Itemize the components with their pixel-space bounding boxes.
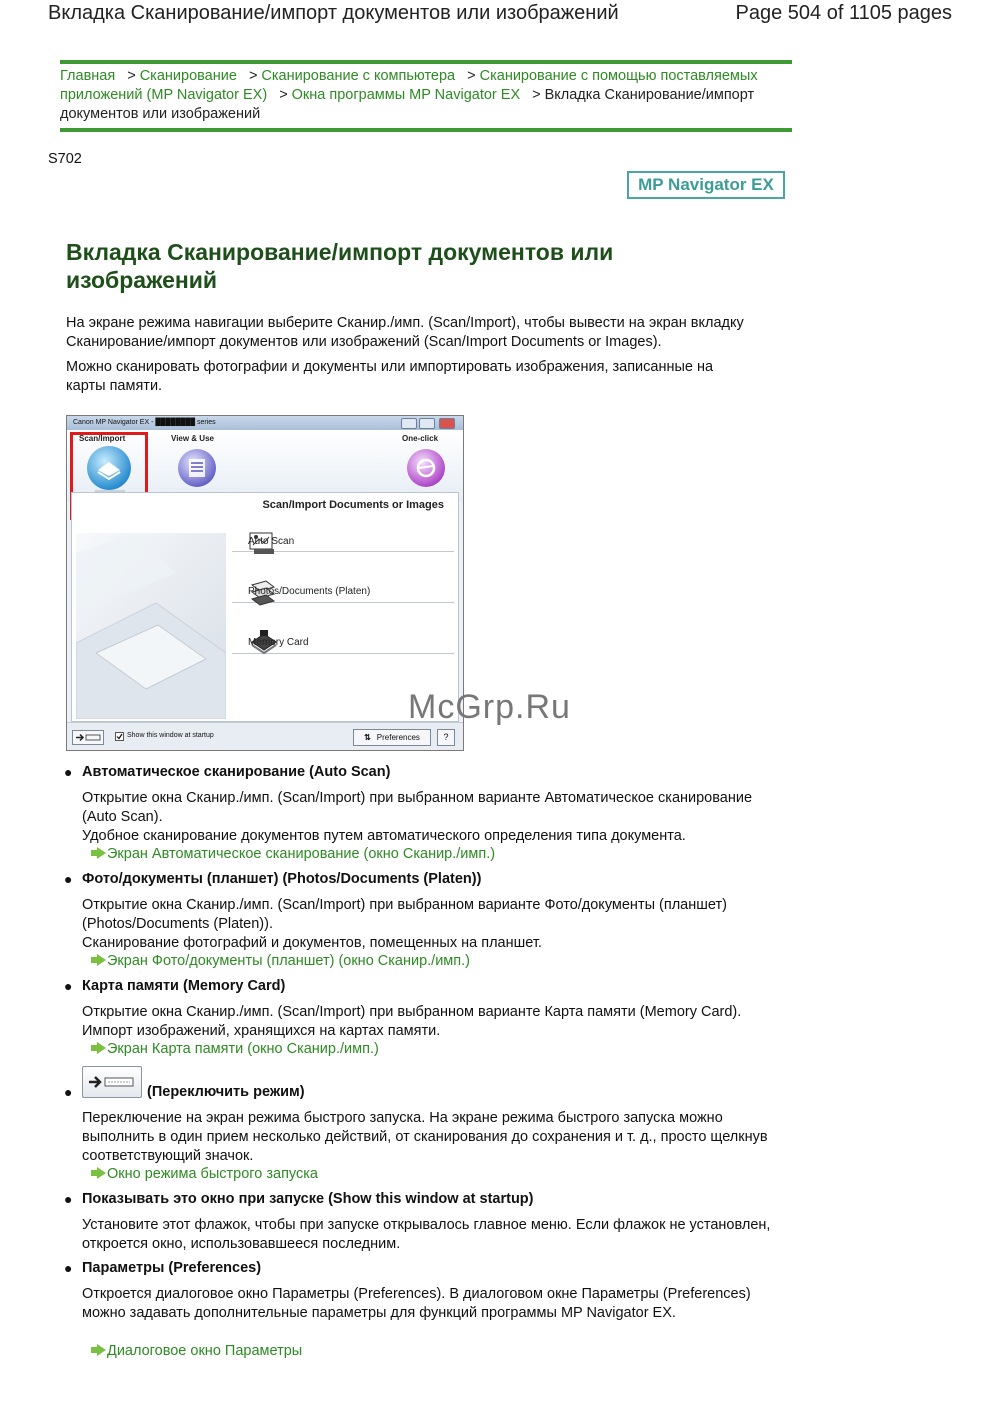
- link-photos-documents-screen[interactable]: [82, 953, 470, 969]
- bullet-icon: ●: [64, 871, 73, 887]
- mode-label-view-use: View & Use: [171, 434, 214, 443]
- page-info: Page 504 of 1105 pages: [735, 2, 952, 24]
- item-body: Открытие окна Сканир./имп. (Scan/Import) при выбранном варианте Автоматическое сканирование (Auto Scan).: [82, 790, 753, 825]
- link-preferences-dialog[interactable]: [82, 1343, 302, 1359]
- arrow-icon: [97, 1344, 106, 1356]
- link-auto-scan-screen[interactable]: [82, 846, 495, 862]
- item-body: Сканирование фотографий и документов, помещенных на планшет.: [82, 935, 542, 951]
- app-screenshot: [66, 415, 464, 751]
- breadcrumb-current: Вкладка Сканирование/импорт документов или изображений: [60, 87, 755, 122]
- link-text[interactable]: Диалоговое окно Параметры: [107, 1343, 303, 1359]
- bullet-icon: ●: [64, 1084, 73, 1100]
- preferences-button-label: Preferences: [376, 733, 420, 742]
- arrow-icon: [97, 954, 106, 966]
- link-text[interactable]: Окно режима быстрого запуска: [107, 1166, 318, 1182]
- scanner-illustration: [76, 533, 226, 719]
- item-heading-show-at-startup: Показывать это окно при запуске (Show this window at startup): [82, 1191, 534, 1207]
- arrow-icon: [97, 1042, 106, 1054]
- option-photos-documents-platen[interactable]: Photos/Documents (Platen): [248, 586, 371, 597]
- item-body: Установите этот флажок, чтобы при запуске открывалось главное меню. Если флажок не установлен, откроется окно, использовавшееся последним.: [82, 1217, 771, 1252]
- mp-navigator-logo: MP Navigator EX: [627, 171, 785, 199]
- arrow-icon: [97, 847, 106, 859]
- header-title: Вкладка Сканирование/импорт документов или изображений: [48, 2, 619, 24]
- one-click-mode-icon[interactable]: [407, 449, 445, 487]
- view-use-mode-icon[interactable]: [178, 449, 216, 487]
- item-heading-preferences: Параметры (Preferences): [82, 1260, 262, 1276]
- item-heading-auto-scan: Автоматическое сканирование (Auto Scan): [82, 764, 391, 780]
- item-heading-memory-card: Карта памяти (Memory Card): [82, 978, 286, 994]
- item-body: Открытие окна Сканир./имп. (Scan/Import) при выбранном варианте Фото/документы (планшет) (Photos/Documents (Platen)).: [82, 897, 727, 932]
- link-text[interactable]: Экран Фото/документы (планшет) (окно Сканир./имп.): [107, 953, 470, 969]
- breadcrumb-separator: >: [532, 87, 541, 103]
- intro-paragraph-2: Можно сканировать фотографии и документы или импортировать изображения, записанные на карты памяти.: [66, 359, 714, 394]
- maximize-icon[interactable]: [419, 418, 435, 429]
- arrow-icon: [97, 1167, 106, 1179]
- switch-mode-button-image: [82, 1066, 142, 1098]
- scan-import-panel: [71, 492, 459, 722]
- item-body: Откроется диалоговое окно Параметры (Preferences). В диалоговом окне Параметры (Preferences) можно задавать дополнительные параметры для функций программы MP Navigator EX.: [82, 1286, 751, 1321]
- option-memory-card[interactable]: Memory Card: [248, 637, 309, 648]
- help-button[interactable]: ?: [437, 729, 455, 746]
- breadcrumb-link-home[interactable]: Главная: [60, 68, 116, 84]
- bullet-icon: ●: [64, 764, 73, 780]
- minimize-icon[interactable]: [401, 418, 417, 429]
- breadcrumb-link-scan-from-computer[interactable]: Сканирование с компьютера: [261, 68, 456, 84]
- page-title: Вкладка Сканирование/импорт документов или изображений: [66, 239, 614, 293]
- mode-label-scan-import: Scan/Import: [79, 434, 126, 443]
- window-title: Canon MP Navigator EX - ████████ series: [73, 419, 216, 426]
- close-icon[interactable]: [439, 418, 455, 429]
- preferences-icon: ⇅: [364, 733, 371, 742]
- window-titlebar: [67, 416, 463, 430]
- breadcrumb-top-rule: [60, 60, 792, 64]
- watermark: McGrp.Ru: [408, 688, 571, 726]
- item-body: Удобное сканирование документов путем автоматического определения типа документа.: [82, 828, 686, 844]
- breadcrumb-separator: >: [279, 87, 288, 103]
- doc-code: S702: [48, 151, 82, 167]
- item-body: Импорт изображений, хранящихся на картах памяти.: [82, 1023, 441, 1039]
- show-at-startup-label: Show this window at startup: [127, 732, 214, 739]
- link-memory-card-screen[interactable]: [82, 1041, 379, 1057]
- intro-paragraph-1: На экране режима навигации выберите Сканир./имп. (Scan/Import), чтобы вывести на экран вкладку Сканирование/импорт документов или изображений (Scan/Import Documents or Images).: [66, 315, 744, 350]
- bullet-icon: ●: [64, 1260, 73, 1276]
- show-at-startup-checkbox[interactable]: [115, 732, 124, 741]
- bullet-icon: ●: [64, 978, 73, 994]
- breadcrumb: [60, 67, 790, 124]
- preferences-button[interactable]: [353, 729, 431, 746]
- link-quick-start-window[interactable]: [82, 1166, 318, 1182]
- breadcrumb-separator: >: [248, 68, 258, 84]
- item-heading-photos-documents: Фото/документы (планшет) (Photos/Documents (Platen)): [82, 871, 482, 887]
- option-auto-scan[interactable]: Auto Scan: [248, 536, 295, 547]
- item-heading-switch-mode: (Переключить режим): [147, 1084, 305, 1100]
- breadcrumb-link-mp-navigator[interactable]: Сканирование с помощью поставляемых приложений (MP Navigator EX): [60, 68, 758, 103]
- link-text[interactable]: Экран Автоматическое сканирование (окно Сканир./имп.): [107, 846, 496, 862]
- breadcrumb-bottom-rule: [60, 128, 792, 132]
- switch-mode-button[interactable]: [72, 730, 104, 745]
- window-footer: [67, 722, 463, 751]
- bullet-icon: ●: [64, 1191, 73, 1207]
- breadcrumb-link-scanning[interactable]: Сканирование: [139, 68, 237, 84]
- panel-title: Scan/Import Documents or Images: [262, 499, 444, 511]
- link-text[interactable]: Экран Карта памяти (окно Сканир./имп.): [107, 1041, 379, 1057]
- breadcrumb-separator: >: [467, 68, 476, 84]
- item-body: Открытие окна Сканир./имп. (Scan/Import) при выбранном варианте Карта памяти (Memory Card).: [82, 1004, 742, 1020]
- breadcrumb-link-windows[interactable]: Окна программы MP Navigator EX: [291, 87, 521, 103]
- breadcrumb-separator: >: [127, 68, 136, 84]
- mode-label-one-click: One-click: [402, 434, 439, 443]
- item-body: Переключение на экран режима быстрого запуска. На экране режима быстрого запуска можно выполнить в один прием несколько действий, от сканирования до сохранения и т. д., просто щелкнув соответствующий значок.: [82, 1110, 768, 1164]
